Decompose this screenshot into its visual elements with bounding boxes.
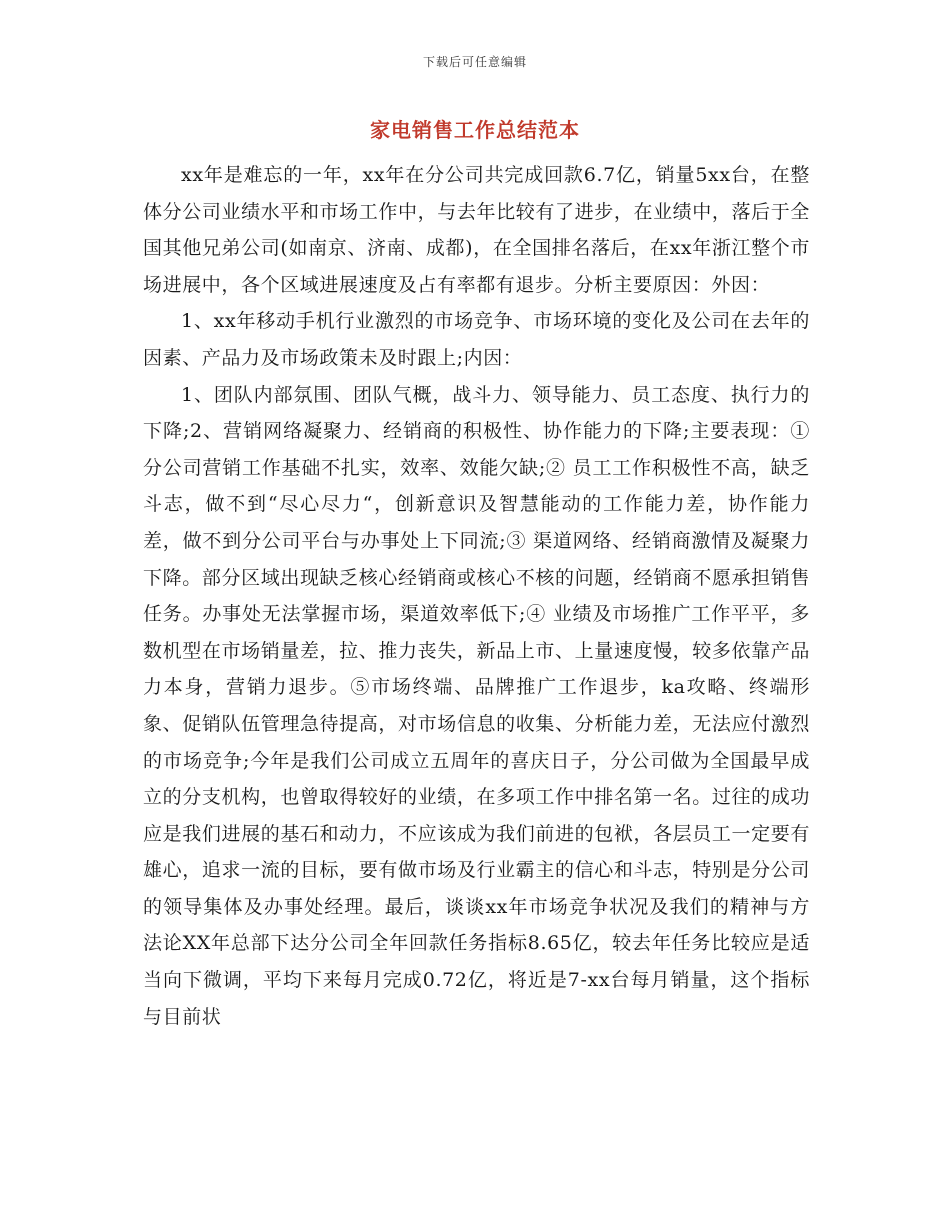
paragraph: 1、团队内部氛围、团队气概，战斗力、领导能力、员工态度、执行力的下降;2、营销网络凝聚力、经销商的积极性、协作能力的下降;主要表现：①分公司营销工作基础不扎实，效率、效能欠缺;② 员工工作积极性不高，缺乏斗志，做不到“尽心尽力“，创新意识及智慧能动的工作能力差，协作能力差，做不到分公司平台与办事处上下同流;③ 渠道网络、经销商激情及凝聚力下降。部分区域出现缺乏核心经销商或核心不核的问题，经销商不愿承担销售任务。办事处无法掌握市场，渠道效率低下;④ 业绩及市场推广工作平平，多数机型在市场销量差，拉、推力丧失，新品上市、上量速度慢，较多依靠产品力本身，营销力退步。⑤市场终端、品牌推广工作退步，ka攻略、终端形象、促销队伍管理急待提高，对市场信息的收集、分析能力差，无法应付激烈的市场竞争;今年是我们公司成立五周年的喜庆日子，分公司做为全国最早成立的分支机构，也曾取得较好的业绩，在多项工作中排名第一名。过往的成功应是我们进展的基石和动力，不应该成为我们前进的包袱，各层员工一定要有雄心，追求一流的目标，要有做市场及行业霸主的信心和斗志，特别是分公司的领导集体及办事处经理。最后，谈谈xx年市场竞争状况及我们的精神与方法论XX年总部下达分公司全年回款任务指标8.65亿，较去年任务比较应是适当向下微调，平均下来每月完成0.72亿，将近是7-xx台每月销量，这个指标与目前状 bbox=[143, 383, 810, 1028]
document-body bbox=[143, 157, 810, 1035]
document-title: 家电销售工作总结范本 bbox=[370, 118, 580, 142]
paragraph: 1、xx年移动手机行业激烈的市场竞争、市场环境的变化及公司在去年的因素、产品力及市场政策未及时跟上;内因： bbox=[143, 310, 810, 369]
paragraph: xx年是难忘的一年，xx年在分公司共完成回款6.7亿，销量5xx台，在整体分公司业绩水平和市场工作中，与去年比较有了进步，在业绩中，落后于全国其他兄弟公司(如南京、济南、成都)，在全国排名落后，在xx年浙江整个市场进展中，各个区域进展速度及占有率都有退步。分析主要原因：外因： bbox=[143, 164, 810, 296]
header-note: 下载后可任意编辑 bbox=[422, 55, 527, 69]
